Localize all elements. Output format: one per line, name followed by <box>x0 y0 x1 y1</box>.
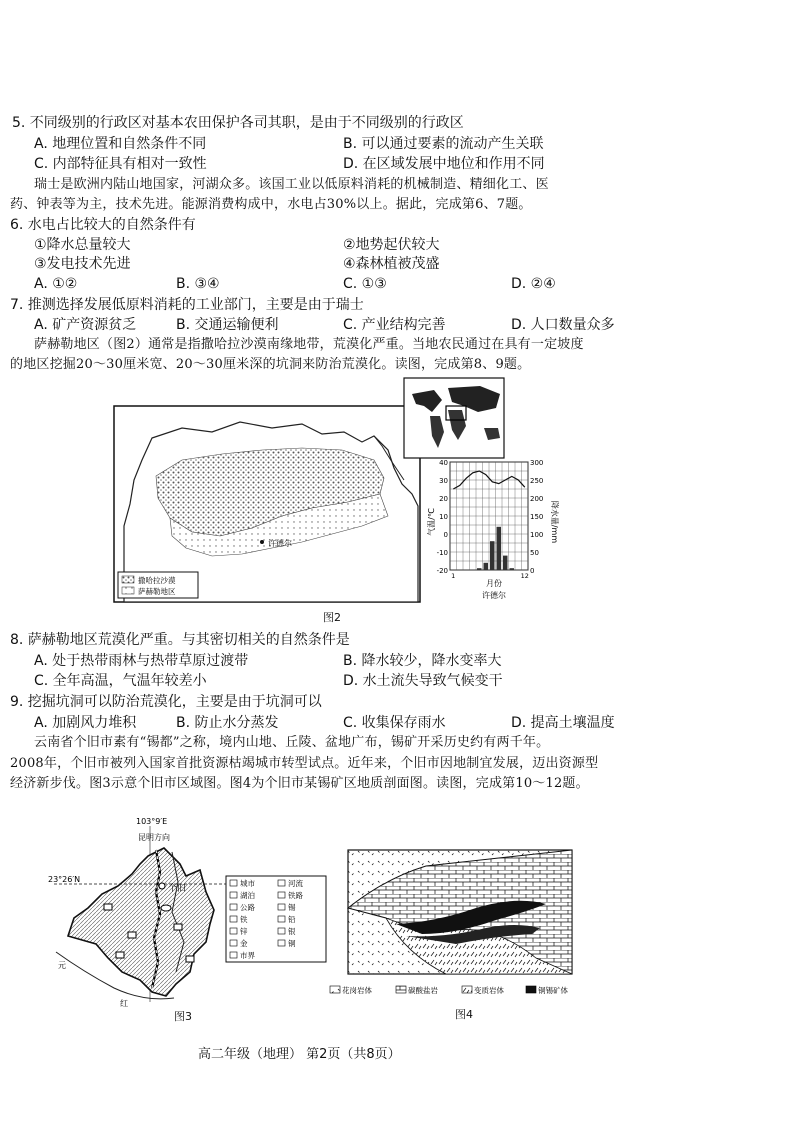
precipitation-bar <box>490 541 495 570</box>
climate-ylabel-left: 气温/℃ <box>427 508 436 536</box>
river-hong: 红 <box>120 999 128 1008</box>
month-tick: 12 <box>520 572 529 580</box>
fig3-legend-item: 银 <box>288 927 296 936</box>
temp-tick: 40 <box>439 459 448 467</box>
fig4-legend-granite: 花岗岩体 <box>342 986 372 995</box>
q9-stem: 9. 挖掘坑洞可以防治荒漠化，主要是由于坑洞可以 <box>10 694 322 710</box>
q8-option-a: A. 处于热带雨林与热带草原过渡带 <box>34 653 249 669</box>
q5-option-b: B. 可以通过要素的流动产生关联 <box>343 136 544 152</box>
figure-4 <box>326 838 586 998</box>
city-label: 许德尔 <box>268 539 292 548</box>
precipitation-bar <box>497 527 502 570</box>
passage-10-12-line3: 经济新步伐。图3示意个旧市区域图。图4为个旧市某锡矿区地质剖面图。读图，完成第10～12题。 <box>10 776 589 791</box>
city-dot <box>260 540 264 544</box>
fig4-legend-carbonate: 碳酸盐岩 <box>408 986 438 995</box>
page-footer: 高二年级（地理） 第2页（共8页） <box>198 1047 401 1062</box>
fig3-legend-item: 铁路 <box>288 891 303 900</box>
fig3-legend-item: 锌 <box>240 927 248 936</box>
precip-tick: 200 <box>530 495 544 503</box>
q6-option-c: C. ①③ <box>343 276 387 292</box>
temp-tick: 10 <box>439 513 448 521</box>
temp-tick: 20 <box>439 495 448 503</box>
q8-option-c: C. 全年高温，气温年较差小 <box>34 673 207 689</box>
fig3-legend-item: 铅 <box>288 915 296 924</box>
q6-option-d: D. ②④ <box>511 276 556 292</box>
climate-ylabel-right: 降水量/mm <box>550 500 559 544</box>
precip-tick: 250 <box>530 477 544 485</box>
passage-10-12-line2: 2008年，个旧市被列入国家首批资源枯竭城市转型试点。近年来，个旧市因地制宜发展，迈出资源型 <box>10 756 599 771</box>
q7-option-d: D. 人口数量众多 <box>511 317 615 333</box>
fig3-lon: 103°9′E <box>136 817 168 826</box>
q7-option-a: A. 矿产资源贫乏 <box>34 317 137 333</box>
precip-tick: 0 <box>530 567 535 575</box>
q6-option-a: A. ①② <box>34 276 78 292</box>
fig3-direction: 昆明方向 <box>138 833 170 842</box>
temp-tick: 30 <box>439 477 448 485</box>
q6-item-2: ②地势起伏较大 <box>343 237 440 253</box>
temp-tick: -10 <box>436 549 448 557</box>
climate-chart <box>428 452 558 602</box>
q5-option-d: D. 在区域发展中地位和作用不同 <box>343 156 545 172</box>
fig3-lat: 23°26′N <box>48 875 81 884</box>
fig3-legend-item: 铜 <box>288 939 296 948</box>
fig4-caption: 图4 <box>455 1008 473 1021</box>
q5-option-a: A. 地理位置和自然条件不同 <box>34 136 207 152</box>
fig3-legend-item: 公路 <box>240 903 255 912</box>
precipitation-bar <box>484 563 489 570</box>
q9-option-c: C. 收集保存雨水 <box>343 715 446 731</box>
q6-option-b: B. ③④ <box>176 276 220 292</box>
month-tick: 1 <box>451 572 456 580</box>
q5-stem: 5. 不同级别的行政区对基本农田保护各司其职，是由于不同级别的行政区 <box>12 115 464 131</box>
q6-stem: 6. 水电占比较大的自然条件有 <box>10 217 196 233</box>
legend-sahara: 撒哈拉沙漠 <box>138 576 176 585</box>
fig3-legend-item: 湖泊 <box>240 891 255 900</box>
fig3-legend-item: 河流 <box>288 879 303 888</box>
fig3-legend-item: 锡 <box>288 903 296 912</box>
climate-station: 许德尔 <box>482 591 506 600</box>
river-yuan: 元 <box>58 961 66 970</box>
q7-stem: 7. 推测选择发展低原料消耗的工业部门，主要是由于瑞士 <box>10 297 364 313</box>
passage-6-7-line2: 药、钟表等为主，技术先进。能源消费构成中，水电占30%以上。据此，完成第6、7题。 <box>10 197 532 212</box>
q6-item-3: ③发电技术先进 <box>34 256 131 272</box>
precipitation-bar <box>477 568 482 570</box>
passage-8-9-line2: 的地区挖掘20～30厘米宽、20～30厘米深的坑洞来防治荒漠化。读图，完成第8、9题。 <box>10 357 531 372</box>
q8-option-b: B. 降水较少，降水变率大 <box>343 653 502 669</box>
city-gejiu: 个旧 <box>168 884 187 894</box>
precipitation-bar <box>503 556 508 570</box>
fig3-caption: 图3 <box>174 1010 192 1023</box>
climate-xlabel: 月份 <box>486 579 502 588</box>
q6-item-4: ④森林植被茂盛 <box>343 256 440 272</box>
q7-option-c: C. 产业结构完善 <box>343 317 446 333</box>
fig3-legend-item: 铁 <box>240 915 248 924</box>
precip-tick: 50 <box>530 549 539 557</box>
q9-option-d: D. 提高土壤温度 <box>511 715 615 731</box>
temp-tick: 0 <box>443 531 448 539</box>
fig3-legend-item: 金 <box>240 939 248 948</box>
temp-tick: -20 <box>436 567 448 575</box>
fig3-legend-item: 城市 <box>240 879 255 888</box>
q9-option-a: A. 加剧风力堆积 <box>34 715 137 731</box>
fig4-legend-ore: 铜锡矿体 <box>538 986 568 995</box>
precip-tick: 300 <box>530 459 544 467</box>
precip-tick: 150 <box>530 513 544 521</box>
legend-sahel: 萨赫勒地区 <box>138 587 176 596</box>
passage-8-9-line1: 萨赫勒地区（图2）通常是指撒哈拉沙漠南缘地带，荒漠化严重。当地农民通过在具有一定坡度 <box>34 337 584 352</box>
q7-option-b: B. 交通运输便利 <box>176 317 279 333</box>
precipitation-bar <box>510 568 515 570</box>
fig2-caption: 图2 <box>323 611 341 624</box>
q8-option-d: D. 水土流失导致气候变干 <box>343 673 503 689</box>
q9-option-b: B. 防止水分蒸发 <box>176 715 279 731</box>
fig4-legend-metamorphic: 变质岩体 <box>474 986 504 995</box>
q5-option-c: C. 内部特征具有相对一致性 <box>34 156 207 172</box>
precip-tick: 100 <box>530 531 544 539</box>
passage-10-12-line1: 云南省个旧市素有“锡都”之称，境内山地、丘陵、盆地广布，锡矿开采历史约有两千年。 <box>34 735 550 750</box>
passage-6-7-line1: 瑞士是欧洲内陆山地国家，河湖众多。该国工业以低原料消耗的机械制造、精细化工、医 <box>34 177 549 192</box>
fig3-legend-item: 市界 <box>240 951 255 960</box>
city-marker <box>159 883 165 889</box>
figure-3 <box>44 812 334 1012</box>
q8-stem: 8. 萨赫勒地区荒漠化严重。与其密切相关的自然条件是 <box>10 632 350 648</box>
q6-item-1: ①降水总量较大 <box>34 237 131 253</box>
